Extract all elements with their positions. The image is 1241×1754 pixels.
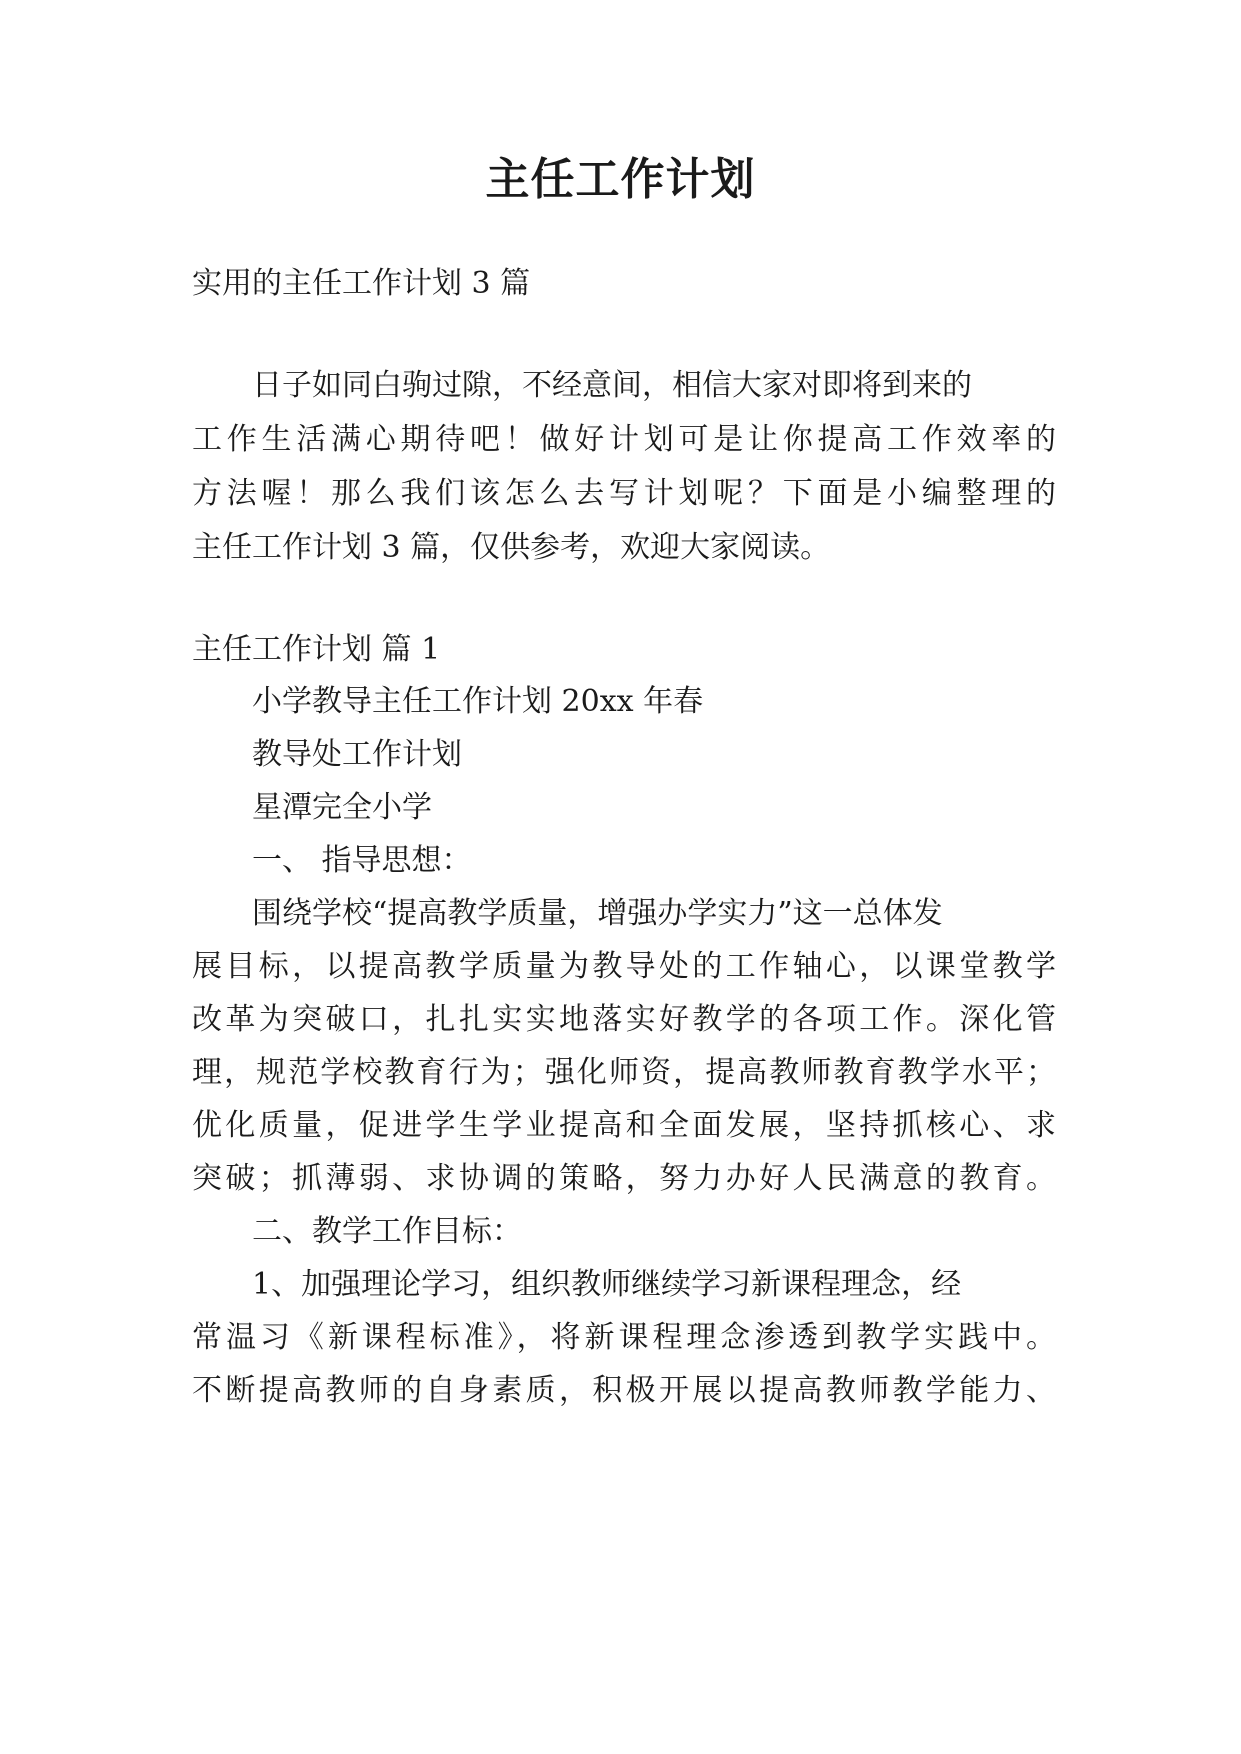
part1-line-1: 围绕学校“提高教学质量，增强办学实力”这一总体发	[252, 896, 943, 931]
part1-heading: 一、 指导思想：	[252, 843, 472, 878]
part1-line-2: 展目标，以提高教学质量为教导处的工作轴心，以课堂教学	[192, 949, 1056, 984]
section-heading: 主任工作计划 篇 1	[192, 632, 441, 667]
intro-line-2: 工作生活满心期待吧！做好计划可是让你提高工作效率的	[192, 422, 1056, 457]
header-line-1: 小学教导主任工作计划 20xx 年春	[252, 684, 704, 719]
part2-line-3: 不断提高教师的自身素质，积极开展以提高教师教学能力、	[192, 1373, 1056, 1408]
part1-line-3: 改革为突破口，扎扎实实地落实好教学的各项工作。深化管	[192, 1002, 1056, 1037]
document-title: 主任工作计划	[485, 154, 756, 205]
header-line-3: 星潭完全小学	[252, 790, 432, 825]
intro-line-4: 主任工作计划 3 篇，仅供参考，欢迎大家阅读。	[192, 530, 831, 565]
part2-line-1: 1、加强理论学习，组织教师继续学习新课程理念，经	[252, 1267, 962, 1302]
part2-line-2: 常温习《新课程标准》，将新课程理念渗透到教学实践中。	[192, 1320, 1056, 1355]
part2-heading: 二、教学工作目标：	[252, 1214, 522, 1249]
document-subtitle: 实用的主任工作计划 3 篇	[192, 266, 531, 301]
part1-line-5: 优化质量，促进学生学业提高和全面发展，坚持抓核心、求	[192, 1108, 1056, 1143]
header-line-2: 教导处工作计划	[252, 737, 462, 772]
intro-line-3: 方法喔！那么我们该怎么去写计划呢？下面是小编整理的	[192, 476, 1056, 511]
intro-line-1: 日子如同白驹过隙，不经意间，相信大家对即将到来的	[252, 368, 972, 403]
part1-line-4: 理，规范学校教育行为；强化师资，提高教师教育教学水平；	[192, 1055, 1056, 1090]
part1-line-6: 突破；抓薄弱、求协调的策略，努力办好人民满意的教育。	[192, 1161, 1056, 1196]
